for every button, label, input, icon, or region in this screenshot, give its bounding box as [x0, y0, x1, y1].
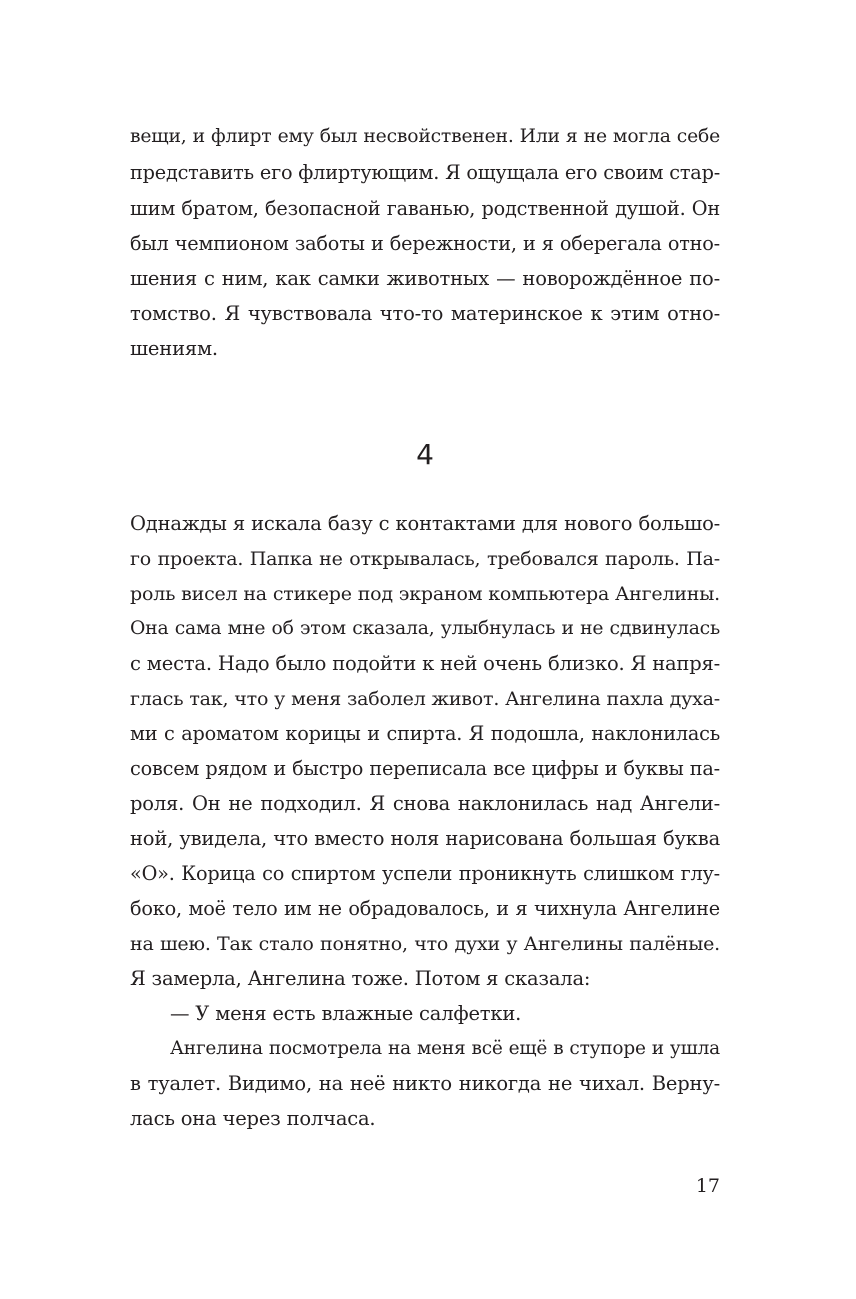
text-line: совсем рядом и быстро переписала все цифры и буквы па- — [130, 757, 720, 780]
text-line: «О». Корица со спиртом успели проникнуть слишком глу- — [130, 862, 720, 885]
dialogue-line: — У меня есть влажные салфетки. — [170, 1002, 522, 1025]
page-number: 17 — [695, 1175, 720, 1197]
text-line: в туалет. Видимо, на неё никто никогда не чихал. Верну- — [130, 1072, 720, 1095]
text-line: го проекта. Папка не открывалась, требовался пароль. Па- — [130, 548, 720, 570]
chapter-number: 4 — [416, 438, 434, 471]
text-line: роль висел на стикере под экраном компьютера Ангелины. — [130, 583, 720, 605]
text-line: на шею. Так стало понятно, что духи у Ангелины палёные. — [130, 933, 720, 955]
text-line: шениям. — [130, 337, 218, 360]
text-line: ми с ароматом корицы и спирта. Я подошла, наклонилась — [130, 722, 720, 745]
text-line: боко, моё тело им не обрадовалось, и я чихнула Ангелине — [130, 897, 720, 920]
text-line: шения с ним, как самки животных — новорождённое по- — [130, 267, 720, 290]
text-line: лась она через полчаса. — [130, 1107, 376, 1130]
text-line: вещи, и флирт ему был несвойственен. Или я не могла себе — [130, 126, 720, 147]
text-line: Однажды я искала базу с контактами для нового большо- — [130, 512, 720, 535]
text-line: шим братом, безопасной гаванью, родственной душой. Он — [130, 197, 720, 220]
text-line: с места. Надо было подойти к ней очень близко. Я напря- — [130, 652, 720, 675]
text-line: Ангелина посмотрела на меня всё ещё в ступоре и ушла — [170, 1038, 720, 1059]
text-line: Она сама мне об этом сказала, улыбнулась и не сдвинулась — [130, 618, 720, 639]
text-line: представить его флиртующим. Я ощущала его своим стар- — [130, 161, 720, 184]
text-line: Я замерла, Ангелина тоже. Потом я сказала: — [130, 967, 591, 990]
text-line: томство. Я чувствовала что-то материнское к этим отно- — [130, 302, 720, 325]
text-line: был чемпионом заботы и бережности, и я оберегала отно- — [130, 232, 720, 255]
text-line: ной, увидела, что вместо ноля нарисована большая буква — [130, 827, 720, 850]
text-line: глась так, что у меня заболел живот. Ангелина пахла духа- — [130, 688, 720, 710]
text-line: роля. Он не подходил. Я снова наклонилась над Ангели- — [130, 792, 720, 815]
